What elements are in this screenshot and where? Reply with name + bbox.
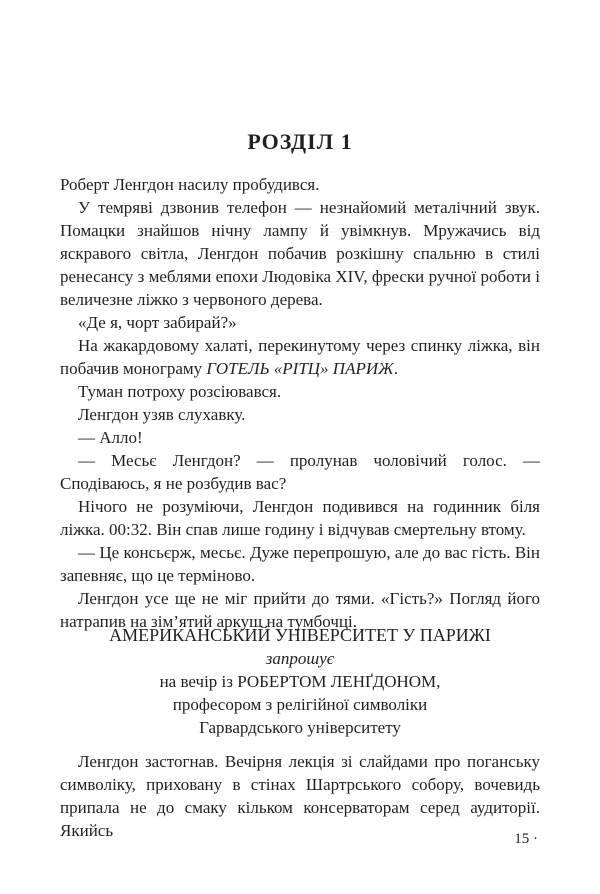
paragraph: Ленгдон усе ще не міг прийти до тями. «Гість?» Погляд його натрапив на зім’ятий аркуш на тумбочці. [60, 589, 540, 631]
paragraph-text: На жакардовому халаті, перекинутому через спинку ліжка, він побачив монограму [60, 336, 540, 378]
invitation-card [60, 624, 540, 739]
paragraph-text: . [393, 359, 398, 378]
invitation-invites [60, 647, 540, 670]
chapter-title: РОЗДІЛ 1 [247, 129, 353, 154]
paragraph [60, 334, 540, 380]
page-number: 15 · [514, 831, 538, 847]
paragraph: «Де я, чорт забирай?» [78, 313, 237, 332]
invitation-line: професором з релігійної символіки [172, 695, 428, 714]
monogram-text: ГОТЕЛЬ «РІТЦ» ПАРИЖ [206, 359, 394, 378]
paragraph: — Месьє Ленгдон? — пролунав чоловічий голос. — Сподіваюсь, я не розбудив вас? [60, 451, 540, 493]
invitation-heading: АМЕРИКАНСЬКИЙ УНІВЕРСИТЕТ У ПАРИЖІ [109, 625, 491, 645]
invites-text: запрошує [265, 649, 335, 668]
paragraph: У темряві дзвонив телефон — незнайомий металічний звук. Помацки знайшов нічну лампу й увімкнув. Мружачись від яскравого світла, Ленгдон побачив розкішну спальню в стилі ренесансу з меблями епохи Людовіка XIV, фрески ручної роботи і величезне ліжко з червоного дерева. [60, 198, 540, 309]
paragraph: Туман потроху розсіювався. [78, 382, 282, 401]
continuation-text [60, 750, 540, 842]
paragraph: — Це консьєрж, месьє. Дуже перепрошую, але до вас гість. Він запевняє, що це терміново. [60, 543, 540, 585]
paragraph: — Алло! [78, 428, 143, 447]
body-text [60, 173, 540, 633]
paragraph: Роберт Ленгдон насилу пробудився. [60, 175, 320, 194]
invitation-line: Гарвардського університету [199, 718, 401, 737]
invitation-line: на вечір із РОБЕРТОМ ЛЕНҐДОНОМ, [159, 672, 441, 691]
paragraph: Ленгдон узяв слухавку. [78, 405, 246, 424]
paragraph: Ленгдон застогнав. Вечірня лекція зі слайдами про поганську символіку, приховану в стінах Шартрського собору, вочевидь припала не до смаку кільком консерваторам серед аудиторії. Якийсь [60, 752, 540, 840]
paragraph: Нічого не розуміючи, Ленгдон подивився на годинник біля ліжка. 00:32. Він спав лише годину і відчував смертельну втому. [60, 497, 540, 539]
